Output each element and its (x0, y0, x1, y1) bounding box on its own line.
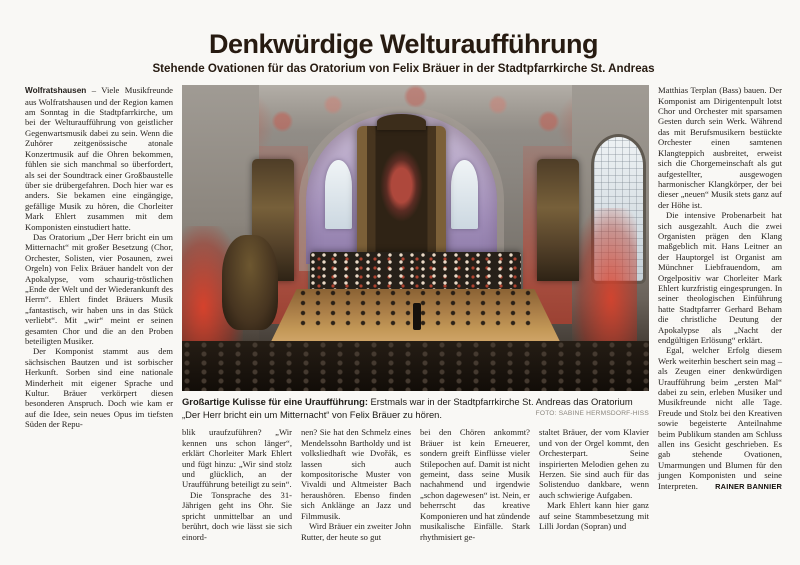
photo-caption-text: Erstmals war in der Stadtpfarrkirche St. Andreas das Oratorium „Der Herr bricht ein um Mitternacht“ von Felix Bräuer zu hören. (182, 396, 633, 420)
article-paragraph: Die intensive Probenarbeit hat sich ausgezahlt. Auch die zwei Organisten prägen den Klang maßgeblich mit. Hans Leitner an der Hauptorgel ist Organist am Münchner Liebfrauendom, am Orgelpositiv war Chorleiter Mark Ehlert kurzfristig eingesprungen. In seiner theologischen Einführung hatte Stadtpfarrer Gerhard Beham die christliche Deutung der Apokalypse als „Nacht der endgültigen Erlösung“ erklärt. (658, 210, 782, 345)
article-paragraph: nen? Sie hat den Schmelz eines Mendelssohn Bartholdy und ist volksliedhaft wie Dvořák, es lassen sich auch kompositorische Muster von Vivaldi und Altmeister Bach heraushören. Ebenso finden sich Anklänge an Jazz und Filmmusik. (301, 427, 411, 521)
article-column-3 (301, 427, 411, 541)
article-paragraph: Mark Ehlert kann hier ganz auf seine Stammbesetzung mit Lilli Jordan (Sopran) und (539, 500, 649, 532)
author-byline: RAINER BANNIER (715, 482, 782, 492)
article-paragraph: staltet Bräuer, der vom Klavier und von der Orgel kommt, den Orchesterpart. Seine inspirierten Melodien gehen zu Herzen. Sie sind auch für das Solistenduo dankbare, wenn auch schwierige Aufgaben. (539, 427, 649, 500)
chancel-window-right (451, 160, 478, 230)
article-paragraph: Matthias Terplan (Bass) bauen. Der Komponist am Dirigentenpult lotst Chor und Orchester mit sparsamen Gesten durch sein Werk. Während das mit Berufsmusikern bestückte Orchester einen samtenen Klangteppich ausbreitet, erweist sich die Chorgemeinschaft als gut aufgestellter, ausgewogen harmonischer Klangkörper, der bei dieser „neuen“ Musik stets ganz auf der Höhe ist. (658, 85, 782, 210)
side-altar-right (537, 159, 579, 281)
article-header (25, 30, 782, 76)
dateline-lead: Wolfratshausen (25, 86, 87, 96)
article-paragraph: bei den Chören ankommt? Bräuer ist kein Erneuerer, sondern greift Einflüsse vieler Stilepochen auf. Damit ist nicht gemeint, dass seine Musik nachahmend und irgendwie „schon dagewesen“ ist. Nein, er beherrscht das kreative Komponieren und hat zündende musikalische Einfälle. Stark rhythmisiert ge- (420, 427, 531, 542)
article-column-4 (420, 427, 530, 541)
baroque-high-altar (357, 126, 445, 261)
article-column-6 (658, 85, 782, 492)
article-paragraph: Der Komponist stammt aus dem sächsischen Bautzen und ist sorbischer Herkunft. Sorben sind eine nationale Minderheit mit eigener Sprache und Kultur. Bräuer verkörpert diesen besonderen Anspruch. Doch wie kam er auf die Idee, sein neues Opus im tiefsten Süden der Repu- (25, 346, 173, 430)
article-middle-section (182, 85, 649, 542)
article-headline: Denkwürdige Welturaufführung (209, 29, 598, 59)
article-paragraph: Wird Bräuer ein zweiter John Rutter, der heute so gut (301, 521, 411, 542)
article-paragraph: Egal, welcher Erfolg diesem Werk weiterhin beschert sein mag – als Zeugen einer denkwürdigen Uraufführung beim „ersten Mal“ dabei zu sein, erleben Musiker und Musikfreunde nicht alle Tage. Freude und Stolz bei den Kreativen sowie begeisterte Anteilnahme beim Publikum standen am Schluss allen ins Gesicht geschrieben. Es gab stehende Ovationen, Umarmungen und Blumen für den jungen Komponisten und seine Interpreten. RAINER BANNIER (658, 345, 782, 492)
conductor (413, 303, 420, 331)
article-paragraph: Wolfratshausen – Viele Musikfreunde aus Wolfratshausen und der Region kamen am Sonntag in die Stadtpfarrkirche, um bei der Welturaufführung von geistlicher Gegenwartsmusik dabei zu sein. Wenn die Zuhörer zeitgenössische atonale Konzertmusik auf die Ohren bekommen, fühlen sie sich manchmal so überfordert, als sei der Soundtrack einer Großbaustelle über sie drübergefahren. Doch hier war es anders. Sie bekamen eine eingängige, gefällige Musik zu hören, die Chorleiter Mark Ehlert zusammen mit dem Komponisten einstudiert hatte. (25, 85, 173, 232)
photo-caption (182, 396, 649, 421)
chancel-window-left (325, 160, 352, 230)
article-body (25, 85, 782, 542)
article-column-2 (182, 427, 292, 541)
photo-caption-lead: Großartige Kulisse für eine Uraufführung: (182, 396, 368, 408)
article-subtitle: Stehende Ovationen für das Oratorium von Felix Bräuer in der Stadtpfarrkirche St. Andreas (152, 62, 655, 76)
pulpit (222, 235, 278, 330)
article-paragraph: blik uraufzuführen? „Wir kennen uns schon länger“, erklärt Chorleiter Mark Ehlert und fügt hinzu: „Wir sind stolz und glücklich, an der Uraufführung beteiligt zu sein“. (182, 427, 292, 490)
audience-pews (182, 341, 649, 391)
concert-photo (182, 85, 649, 391)
article-column-1 (25, 85, 173, 429)
article-column-5 (539, 427, 649, 541)
article-paragraph: Die Tonsprache des 31-Jährigen geht ins Ohr. Sie spricht unmittelbar an und berührt, doch wie lässt sie sich einord- (182, 489, 292, 542)
photo-credit: FOTO: SABINE HERMSDORF-HISS (531, 408, 649, 421)
article-paragraph: Das Oratorium „Der Herr bricht ein um Mitternacht“ mit großer Besetzung (Chor, Orchester, Solisten, vier Posaunen, zwei Orgeln) von Felix Bräuer handelt von der Apokalypse, vom schaurig-tröstlichen „Ende der Welt und der Wiederankunft des Herrn“. Ehlert findet Bräuers Musik „fantastisch, wir haben uns in das Stück verliebt“. Mit „wir“ meint er seinen gesamten Chor und die an den Proben beteiligten Musiker. (25, 231, 173, 346)
columns-under-photo (182, 427, 649, 541)
